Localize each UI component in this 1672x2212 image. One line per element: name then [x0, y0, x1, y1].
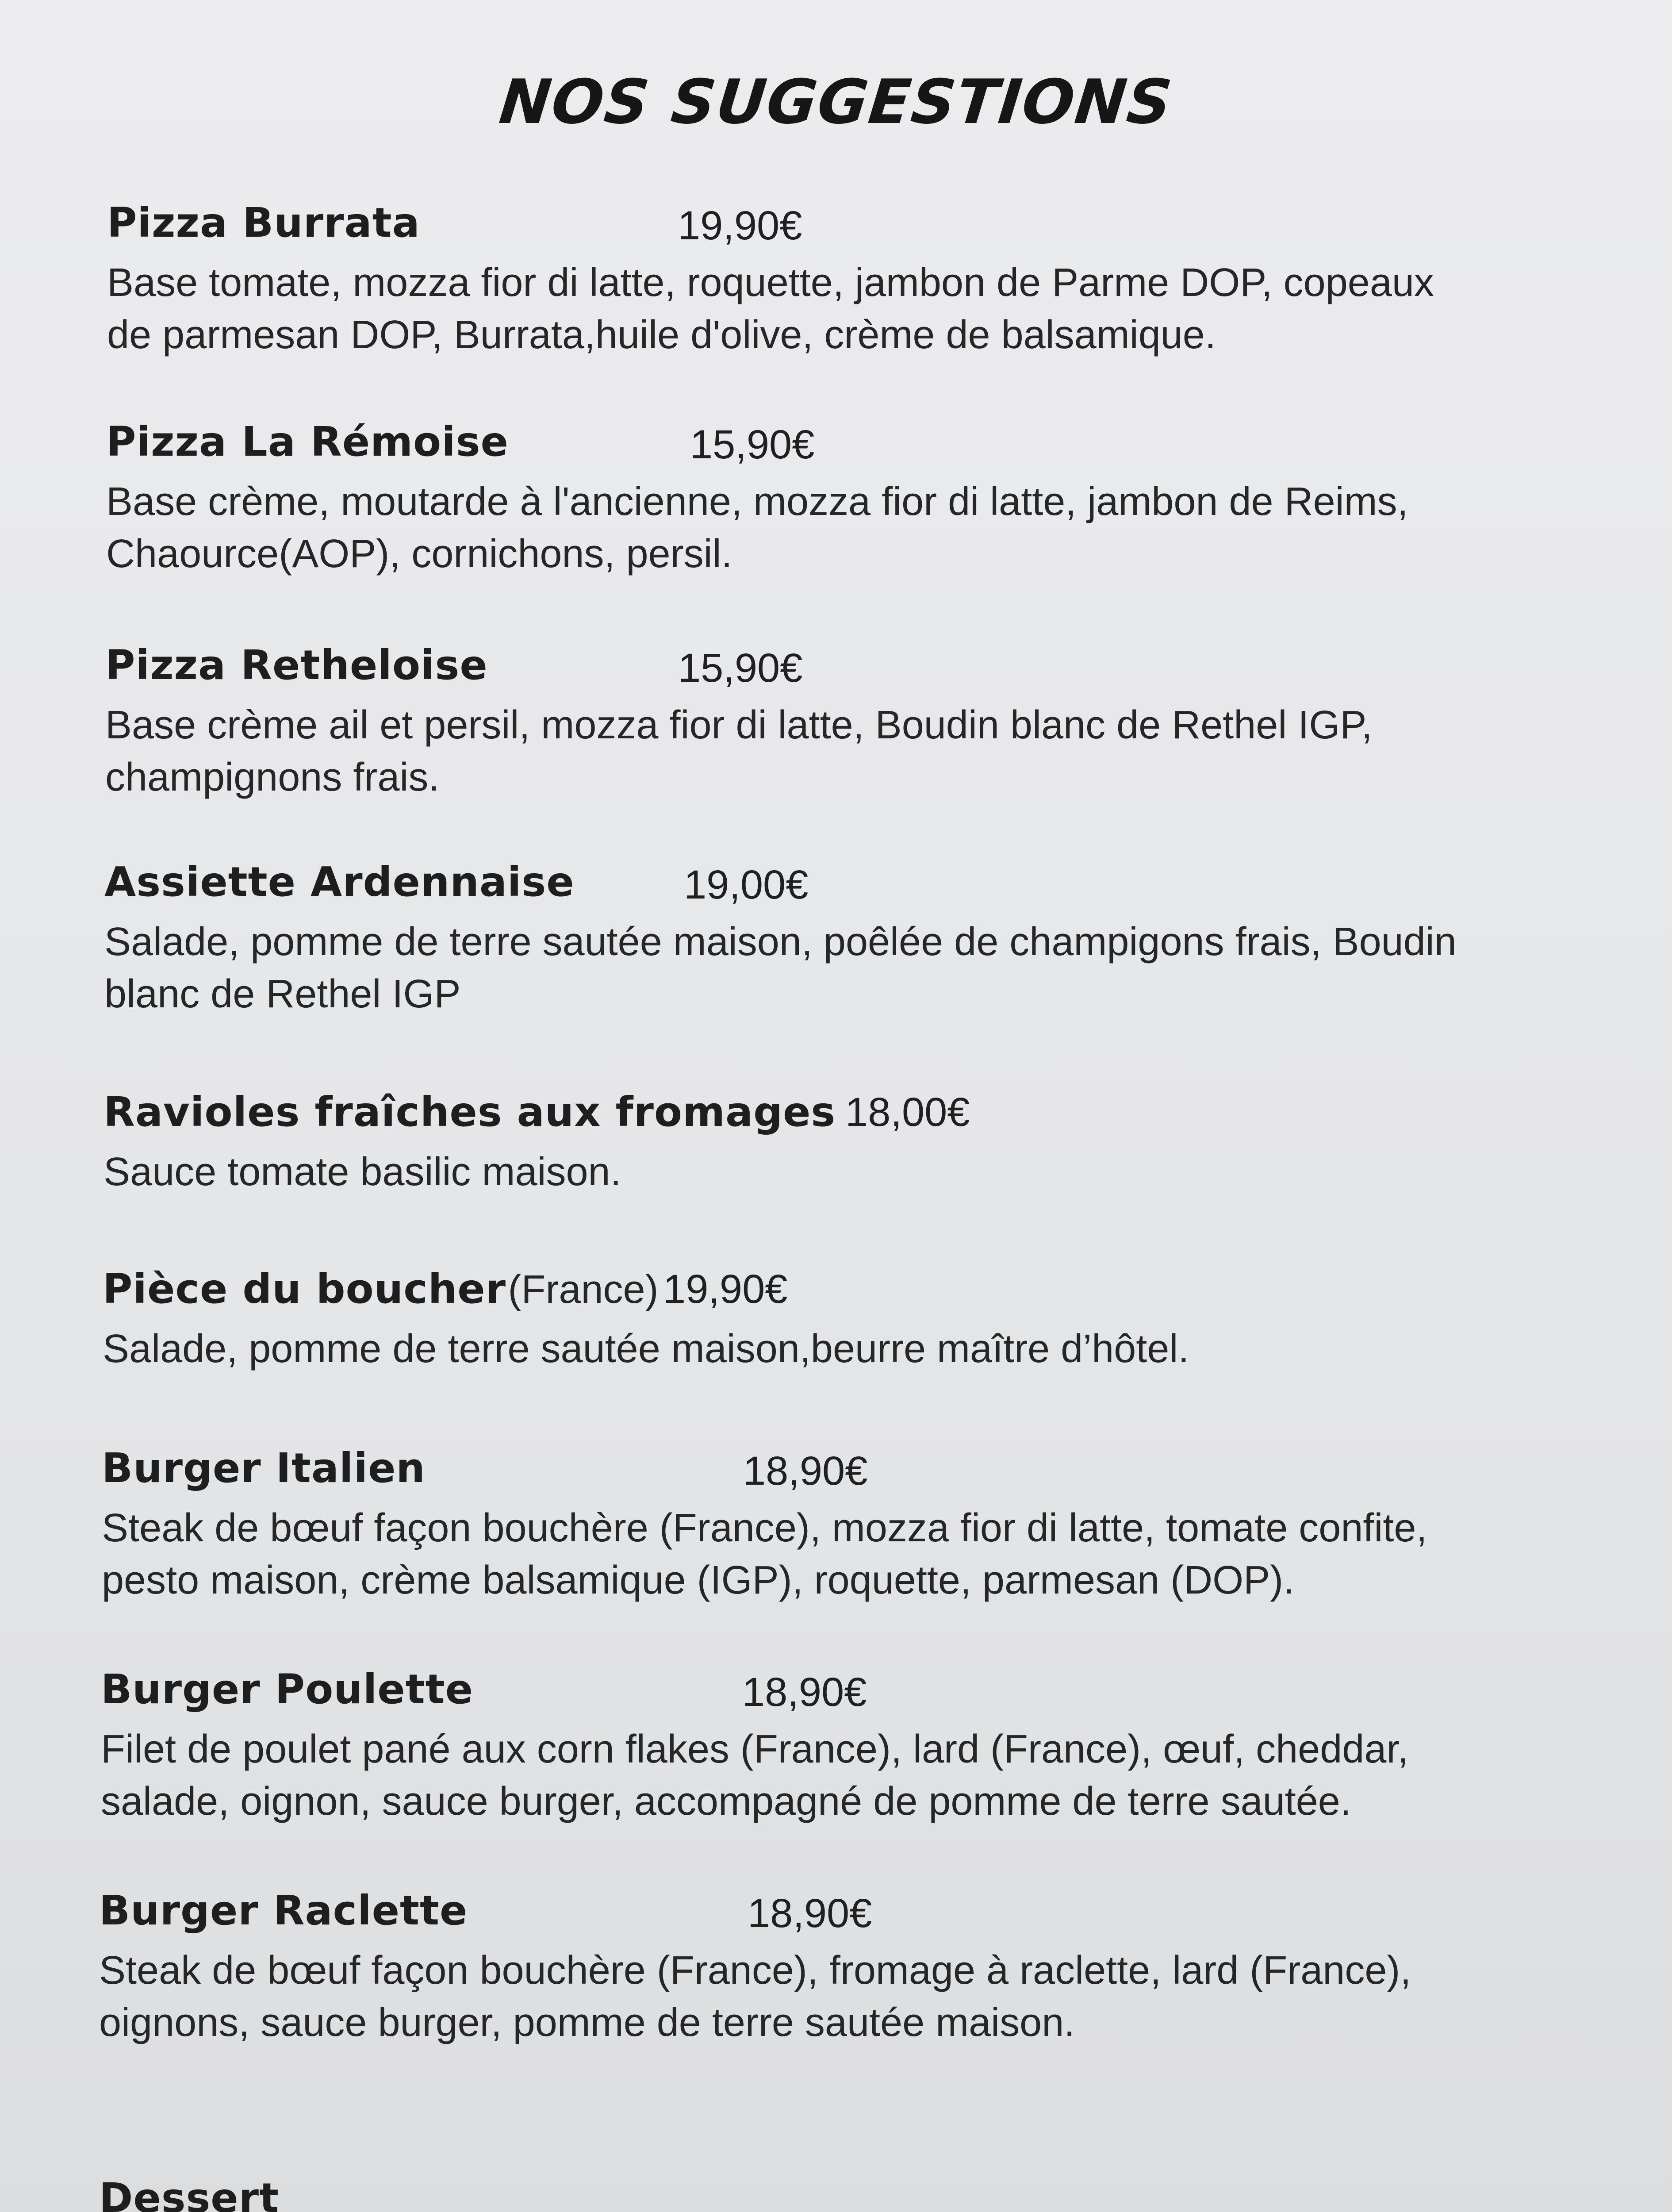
menu-item-pizza-la-remoise: [106, 418, 1672, 580]
menu-item-description-line: salade, oignon, sauce burger, accompagné de pomme de terre sautée.: [101, 1779, 1351, 1824]
menu-item-name: Pizza La Rémoise: [106, 418, 509, 465]
menu-item-price: 18,90€: [742, 1670, 867, 1715]
menu-item-name: Burger Raclette: [99, 1887, 468, 1934]
menu-item-description-line: champignons frais.: [105, 755, 440, 799]
menu-item-header: [104, 858, 1672, 916]
menu-item-description-line: Salade, pomme de terre sautée maison,beurre maître d’hôtel.: [103, 1327, 1189, 1371]
menu-item-burger-poulette: [101, 1666, 1672, 1828]
menu-item-price: 18,00€: [845, 1090, 970, 1135]
menu-item-description-line: Chaource(AOP), cornichons, persil.: [106, 532, 732, 576]
menu-item-name: Assiette Ardennaise: [104, 858, 575, 906]
menu-item-name: Burger Italien: [102, 1444, 426, 1492]
menu-item-assiette-ardennaise: [104, 858, 1672, 1020]
menu-item-pizza-retheloise: [105, 641, 1672, 803]
menu-item-name: Burger Poulette: [101, 1666, 474, 1713]
menu-item-description-line: Salade, pomme de terre sautée maison, poêlée de champigons frais, Boudin: [104, 920, 1457, 964]
menu-item-description-line: pesto maison, crème balsamique (IGP), roquette, parmesan (DOP).: [102, 1558, 1295, 1602]
menu-item-description-line: de parmesan DOP, Burrata,huile d'olive, crème de balsamique.: [107, 313, 1216, 357]
menu-item-origin-note: (France): [508, 1267, 659, 1312]
menu-item-description-line: oignons, sauce burger, pomme de terre sautée maison.: [99, 2001, 1075, 2045]
page-title: NOS SUGGESTIONS: [496, 66, 1176, 138]
menu-item-name: Ravioles fraîches aux fromages: [104, 1088, 836, 1136]
menu-item-ravioles-fraiches: [104, 1088, 1672, 1198]
menu-item-header: [99, 1887, 1672, 1944]
menu-item-header: [105, 641, 1672, 699]
menu-item-name: Pizza Retheloise: [105, 641, 488, 689]
dessert-section: [99, 2174, 1672, 2212]
menu-item-burger-raclette: [99, 1887, 1672, 2049]
menu-item-description-line: Filet de poulet pané aux corn flakes (France), lard (France), œuf, cheddar,: [101, 1727, 1409, 1771]
menu-item-description-line: blanc de Rethel IGP: [104, 972, 461, 1016]
menu-item-header: [102, 1444, 1672, 1502]
menu-item-price: 18,90€: [748, 1891, 872, 1936]
menu-item-piece-du-boucher: [103, 1265, 1672, 1375]
menu-item-burger-italien: [102, 1444, 1672, 1606]
menu-item-header: [101, 1666, 1672, 1723]
menu-item-header: [106, 418, 1672, 476]
menu-item-price: 19,90€: [663, 1267, 788, 1312]
dessert-heading: Dessert: [99, 2174, 280, 2212]
menu-item-header: [103, 1265, 1672, 1323]
menu-item-price: 15,90€: [690, 422, 815, 467]
dessert-header: [99, 2174, 1672, 2212]
menu-item-description-line: Base crème ail et persil, mozza fior di latte, Boudin blanc de Rethel IGP,: [105, 703, 1373, 747]
menu-item-header: [104, 1088, 1672, 1146]
menu-item-description-line: Steak de bœuf façon bouchère (France), mozza fior di latte, tomate confite,: [102, 1506, 1427, 1550]
menu-item-description-line: Sauce tomate basilic maison.: [104, 1150, 621, 1194]
menu-item-name: Pièce du boucher: [103, 1265, 506, 1313]
menu-item-description-line: Steak de bœuf façon bouchère (France), fromage à raclette, lard (France),: [99, 1948, 1411, 1993]
menu-item-description-line: Base crème, moutarde à l'ancienne, mozza fior di latte, jambon de Reims,: [106, 480, 1408, 524]
menu-item-price: 19,00€: [684, 862, 809, 907]
menu-item-price: 19,90€: [678, 203, 802, 248]
menu-item-description-line: Base tomate, mozza fior di latte, roquette, jambon de Parme DOP, copeaux: [107, 261, 1434, 305]
menu-item-price: 15,90€: [678, 645, 803, 691]
menu-item-name: Pizza Burrata: [107, 199, 420, 246]
menu-item-header: [107, 199, 1672, 257]
menu-item-price: 18,90€: [743, 1448, 868, 1494]
menu-item-pizza-burrata: [107, 199, 1672, 361]
